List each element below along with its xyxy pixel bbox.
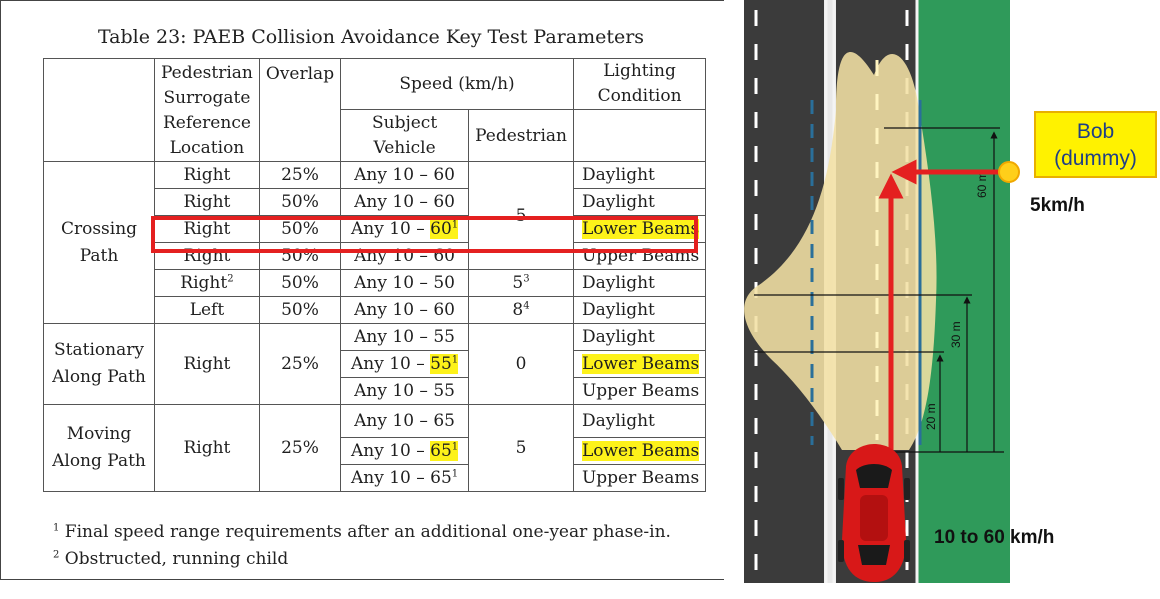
cell-overlap: 50% <box>259 297 340 324</box>
header-subject-vehicle: Subject Vehicle <box>341 110 469 162</box>
cell-speed: Any 10 – 65 <box>341 405 469 438</box>
cell-overlap: 50% <box>259 270 340 297</box>
cell-pedestrian: 5 <box>469 405 574 492</box>
cell-lighting: Daylight <box>573 297 705 324</box>
header-speed: Speed (km/h) <box>341 59 574 110</box>
cell-lighting: Daylight <box>573 189 705 216</box>
cell-speed: Any $10 - 60^1$ <box>341 216 469 243</box>
cell-lighting: Upper Beams <box>573 465 705 492</box>
cell-speed: Any 10 – 60 <box>341 189 469 216</box>
cell-lighting: Lower Beams <box>573 351 705 378</box>
test-parameters-table <box>43 58 706 492</box>
distance-30m-label: 30 m <box>949 321 963 348</box>
cell-location: Right <box>155 243 260 270</box>
cell-lighting: Lower Beams <box>573 216 705 243</box>
group-stationary-along-path: Stationary Along Path <box>44 324 155 405</box>
cell-speed: Any 10 – 55 <box>341 324 469 351</box>
cell-location: Right <box>155 324 260 405</box>
cell-speed: Any $10 - 65^1$ <box>341 438 469 465</box>
cell-pedestrian: $8^4$ <box>469 297 574 324</box>
footnote-1: $^1$ Final speed range requirements after an additional one-year phase-in. <box>53 522 671 542</box>
cell-lighting: Daylight <box>573 324 705 351</box>
bob-type: (dummy) <box>1054 147 1137 170</box>
header-pedestrian: Pedestrian <box>469 110 574 162</box>
table-row <box>44 162 706 189</box>
road-diagram <box>724 0 1160 599</box>
header-overlap: Overlap <box>259 59 340 162</box>
cell-lighting: Lower Beams <box>573 438 705 465</box>
cell-location: Right <box>155 162 260 189</box>
bob-name: Bob <box>1076 120 1115 143</box>
cell-speed: Any 10 – 60 <box>341 243 469 270</box>
footnote-2: $^2$ Obstructed, running child <box>53 549 289 569</box>
cell-overlap: 50% <box>259 189 340 216</box>
cell-lighting: Daylight <box>573 405 705 438</box>
car-icon <box>838 444 910 582</box>
cell-lighting: Daylight <box>573 162 705 189</box>
header-lighting-blank <box>573 110 705 162</box>
table-row <box>44 324 706 351</box>
group-moving-along-path: Moving Along Path <box>44 405 155 492</box>
cell-speed: Any 10 – 50 <box>341 270 469 297</box>
cell-lighting: Daylight <box>573 270 705 297</box>
table-row <box>44 405 706 438</box>
cell-location: Right$^2$ <box>155 270 260 297</box>
group-crossing-path: Crossing Path <box>44 162 155 324</box>
header-blank-cell <box>44 59 155 162</box>
cell-overlap: 50% <box>259 243 340 270</box>
distance-20m-label: 20 m <box>924 403 938 430</box>
cell-lighting: Upper Beams <box>573 243 705 270</box>
distance-60m-label: 60 m <box>975 171 989 198</box>
pedestrian-speed-label: 5km/h <box>1030 195 1085 216</box>
cell-speed: Any $10 - 65^1$ <box>341 465 469 492</box>
vehicle-speed-label: 10 to 60 km/h <box>934 527 1055 548</box>
cell-overlap: 25% <box>259 324 340 405</box>
cell-speed: Any 10 – 60 <box>341 162 469 189</box>
cell-lighting: Upper Beams <box>573 378 705 405</box>
cell-speed: Any $10 - 55^1$ <box>341 351 469 378</box>
left-margin <box>724 0 744 583</box>
cell-location: Right <box>155 189 260 216</box>
cell-location: Right <box>155 405 260 492</box>
table-title: Table 23: PAEB Collision Avoidance Key Test Parameters <box>97 26 645 48</box>
cell-overlap: 50% <box>259 216 340 243</box>
cell-location: Right <box>155 216 260 243</box>
cell-pedestrian: 0 <box>469 324 574 405</box>
pedestrian-dot-icon <box>999 162 1019 182</box>
cell-overlap: 25% <box>259 162 340 189</box>
header-lighting: Lighting Condition <box>573 59 705 110</box>
cell-speed: Any 10 – 60 <box>341 297 469 324</box>
header-ref-location: Pedestrian Surrogate Reference Location <box>155 59 260 162</box>
highlight-callout-box <box>151 216 698 253</box>
cell-speed: Any 10 – 55 <box>341 378 469 405</box>
cell-pedestrian-crossing: 5 <box>469 162 574 270</box>
pedestrian-dummy-label <box>1034 111 1157 178</box>
cell-location: Left <box>155 297 260 324</box>
cell-overlap: 25% <box>259 405 340 492</box>
cell-pedestrian: $5^3$ <box>469 270 574 297</box>
